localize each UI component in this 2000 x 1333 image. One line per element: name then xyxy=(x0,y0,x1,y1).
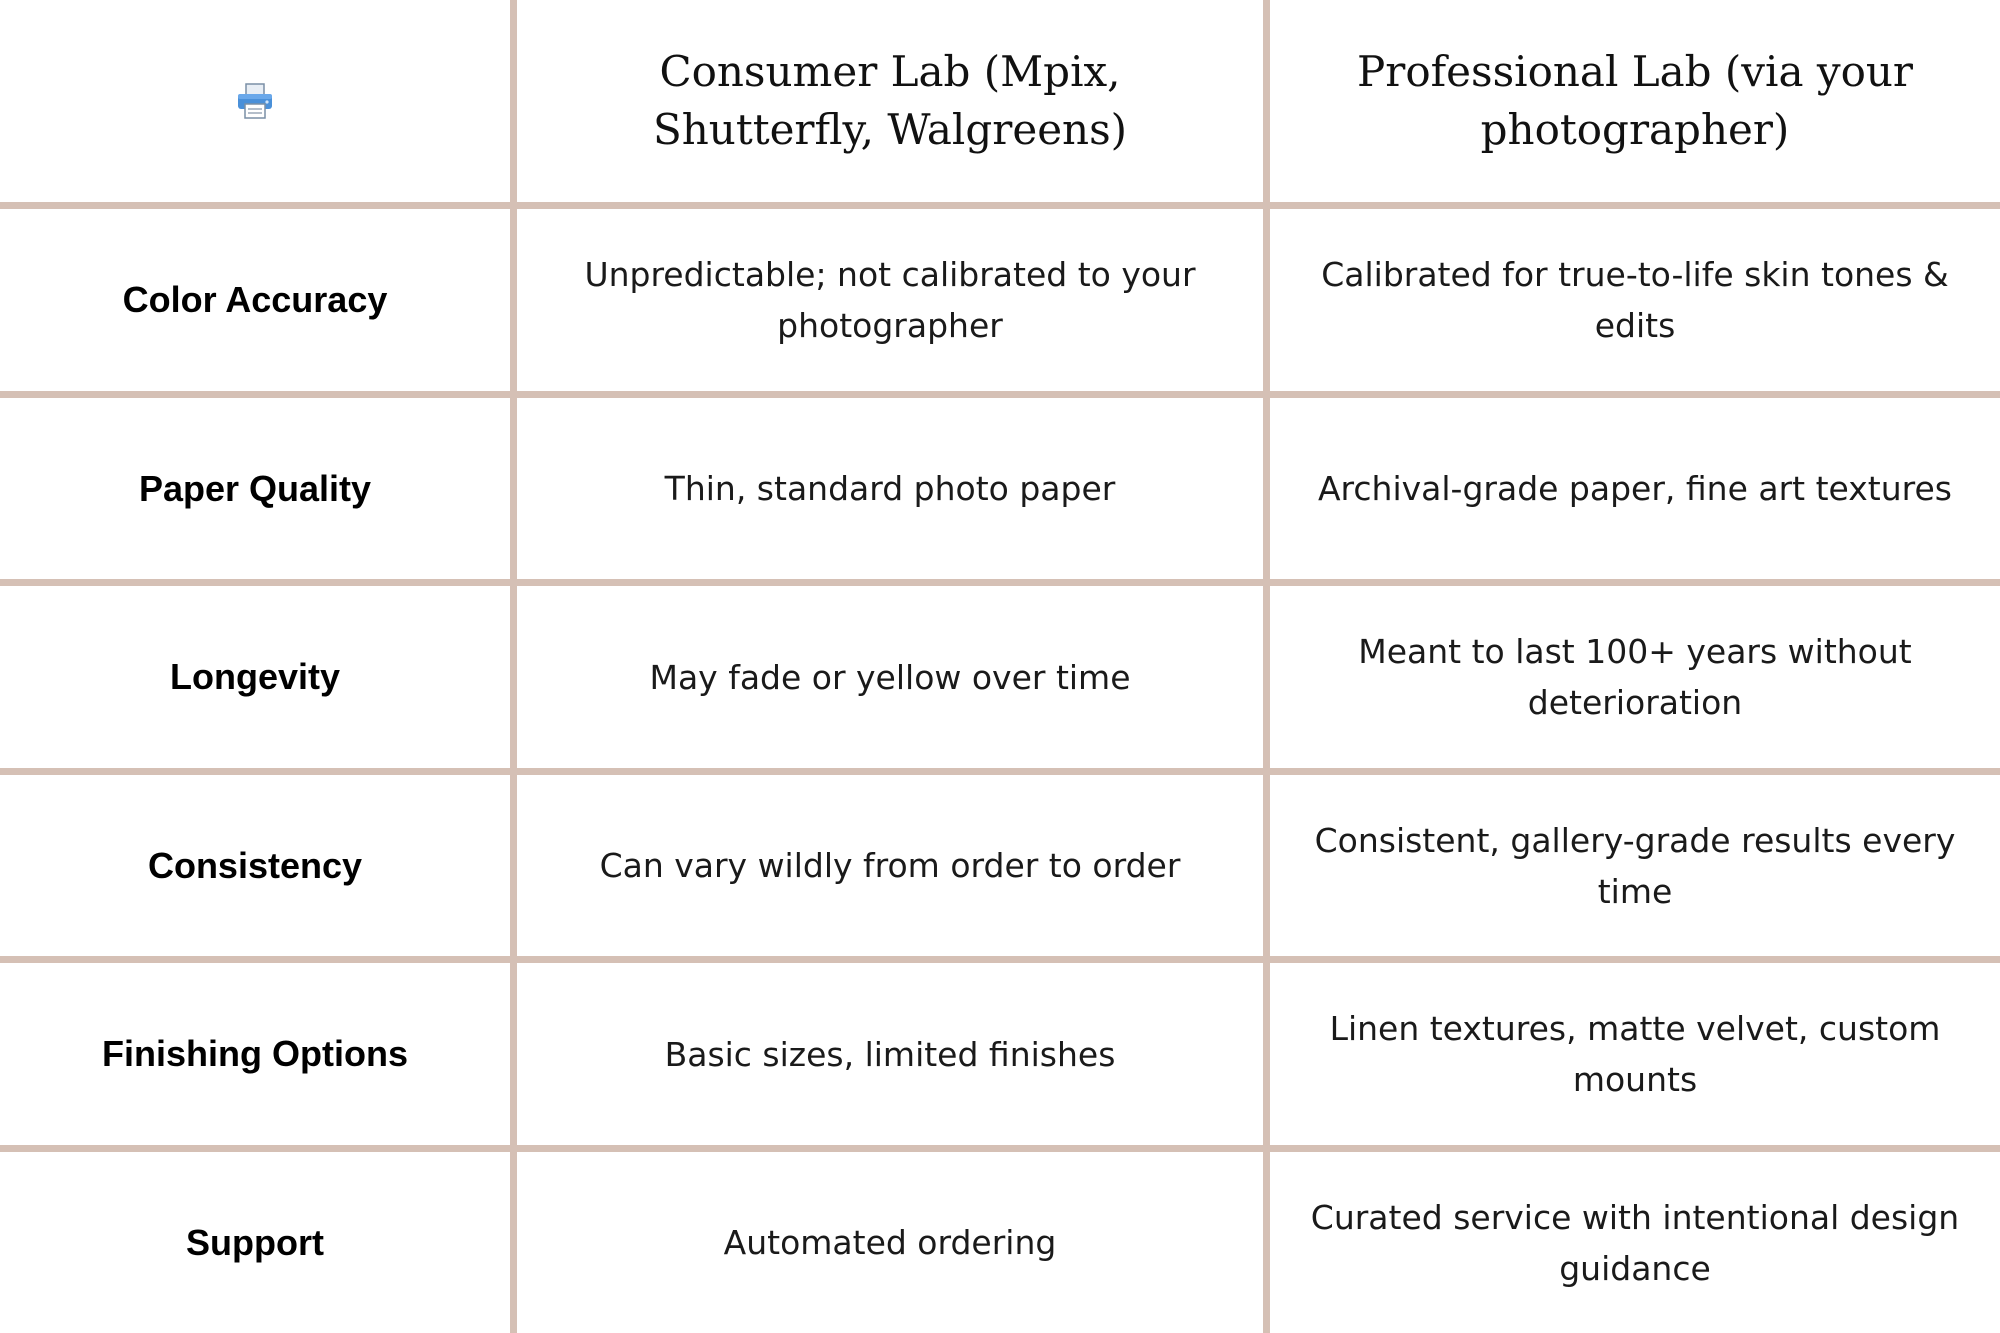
professional-cell xyxy=(1270,775,2000,956)
column-divider xyxy=(510,0,517,1333)
professional-cell xyxy=(1270,209,2000,391)
professional-value: Linen textures, matte velvet, custom mounts xyxy=(1329,1009,1941,1099)
row-label-cell xyxy=(0,209,510,391)
row-divider xyxy=(0,956,2000,963)
row-divider xyxy=(0,768,2000,775)
consumer-value: Thin, standard photo paper xyxy=(664,469,1116,508)
column-divider xyxy=(1263,0,1270,1333)
printer-icon xyxy=(235,81,275,121)
professional-cell xyxy=(1270,398,2000,579)
row-label: Longevity xyxy=(169,656,340,697)
row-label: Consistency xyxy=(147,844,363,886)
row-label: Color Accuracy xyxy=(122,279,388,320)
row-divider xyxy=(0,579,2000,586)
consumer-cell xyxy=(517,209,1263,391)
consumer-cell xyxy=(517,775,1263,956)
header-consumer-cell xyxy=(517,0,1263,202)
consumer-value: Unpredictable; not calibrated to your photographer xyxy=(584,255,1196,345)
professional-value: Curated service with intentional design guidance xyxy=(1310,1197,1960,1288)
professional-cell xyxy=(1270,963,2000,1145)
header-professional-label: Professional Lab (via your photographer) xyxy=(1357,47,1913,154)
professional-value: Calibrated for true-to-life skin tones & edits xyxy=(1321,255,1949,345)
header-consumer-label: Consumer Lab (Mpix, Shutterfly, Walgreens) xyxy=(652,47,1128,154)
row-divider xyxy=(0,1145,2000,1152)
header-professional-cell xyxy=(1270,0,2000,202)
consumer-cell xyxy=(517,586,1263,768)
professional-value: Meant to last 100+ years without deterioration xyxy=(1358,632,1912,722)
row-label: Finishing Options xyxy=(102,1033,408,1074)
professional-value: Consistent, gallery-grade results every time xyxy=(1314,820,1956,911)
consumer-cell xyxy=(517,398,1263,579)
row-divider xyxy=(0,202,2000,209)
consumer-value: May fade or yellow over time xyxy=(649,657,1131,697)
professional-value: Archival-grade paper, fine art textures xyxy=(1317,469,1952,508)
consumer-value: Can vary wildly from order to order xyxy=(599,846,1181,885)
row-label-cell xyxy=(0,963,510,1145)
consumer-cell xyxy=(517,1152,1263,1333)
row-label: Paper Quality xyxy=(138,467,372,509)
row-label: Support xyxy=(186,1221,324,1263)
professional-cell xyxy=(1270,586,2000,768)
professional-cell xyxy=(1270,1152,2000,1333)
consumer-cell xyxy=(517,963,1263,1145)
row-divider xyxy=(0,391,2000,398)
row-label-cell xyxy=(0,398,510,579)
row-label-cell xyxy=(0,775,510,956)
header-icon-cell xyxy=(0,0,510,202)
row-label-cell xyxy=(0,586,510,768)
row-label-cell xyxy=(0,1152,510,1333)
consumer-value: Basic sizes, limited finishes xyxy=(664,1034,1116,1074)
consumer-value: Automated ordering xyxy=(723,1223,1057,1262)
